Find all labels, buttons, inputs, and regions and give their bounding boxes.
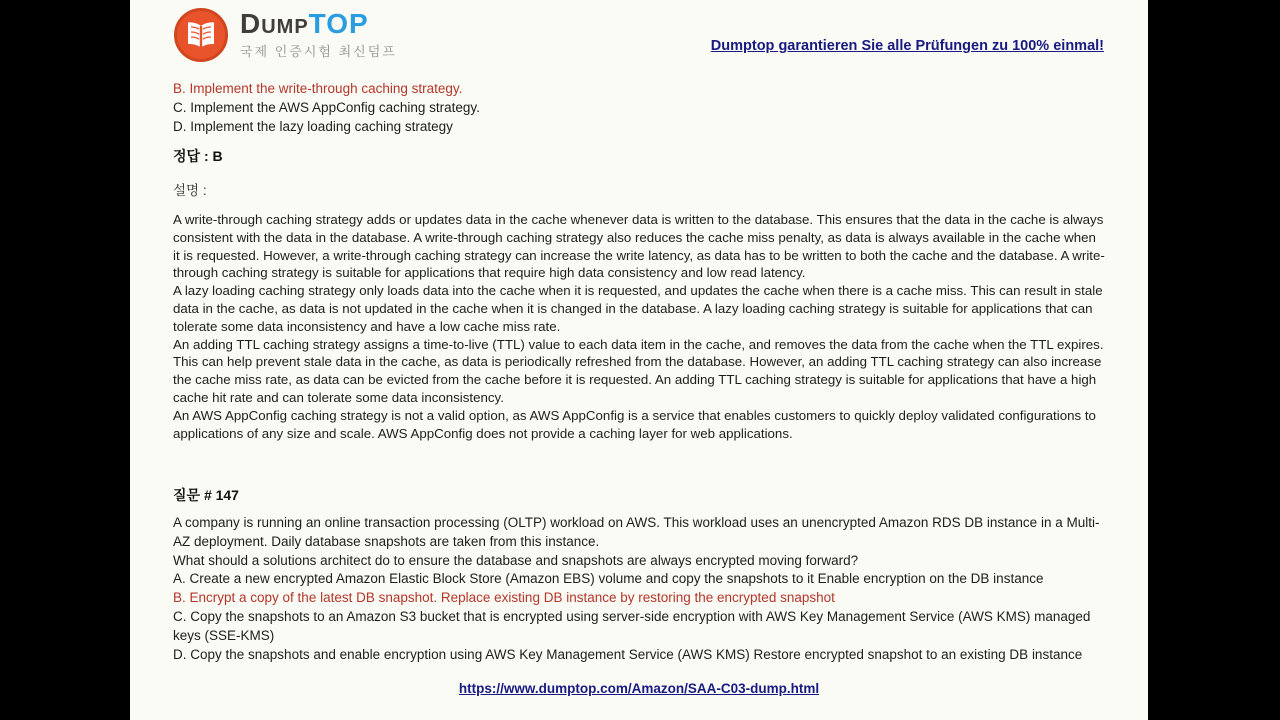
answer-label: 정답 : B bbox=[173, 148, 223, 164]
current-question-options bbox=[173, 569, 1105, 664]
option-d: D. Implement the lazy loading caching strategy bbox=[173, 119, 453, 134]
explanation-paragraph: An adding TTL caching strategy assigns a time-to-live (TTL) value to each data item in the cache, and removes the data from the cache when the TTL expires. This can help prevent stale data in the cache, as data is periodically refreshed from the database. However, an adding TTL caching strategy can also increase the cache miss rate, as data can be evicted from the cache before it is requested. An adding TTL caching strategy is suitable for applications that have a high cache hit rate and can tolerate some data inconsistency. bbox=[173, 336, 1104, 405]
document-page bbox=[130, 0, 1148, 720]
logo-wordmark-top: TOP bbox=[308, 8, 369, 39]
logo-wordmark-dump: Dump bbox=[240, 8, 309, 39]
question-paragraph: What should a solutions architect do to ensure the database and snapshots are always encrypted moving forward? bbox=[173, 553, 859, 568]
logo-text bbox=[240, 10, 397, 60]
explanation-label: 설명 : bbox=[173, 183, 207, 198]
option-b: B. Implement the write-through caching strategy. bbox=[173, 81, 463, 96]
open-book-icon bbox=[174, 8, 228, 62]
option-d: D. Copy the snapshots and enable encryption using AWS Key Management Service (AWS KMS) Restore encrypted snapshot to an existing DB instance bbox=[173, 647, 1083, 662]
promo-guarantee-link[interactable]: Dumptop garantieren Sie alle Prüfungen zu 100% einmal! bbox=[710, 38, 1104, 54]
explanation-paragraph: A lazy loading caching strategy only loads data into the cache when it is requested, and updates the cache when there is a cache miss. This can result in stale data in the cache, as data is not updated in the cache when it is changed in the database. A lazy loading caching strategy is suitable for applications that can tolerate some data inconsistency and have a low cache miss rate. bbox=[173, 283, 1103, 334]
option-c: C. Copy the snapshots to an Amazon S3 bucket that is encrypted using server-side encryption with AWS Key Management Service (AWS KMS) managed keys (SSE-KMS) bbox=[173, 609, 1091, 643]
dumptop-logo bbox=[174, 8, 397, 62]
previous-question-options bbox=[173, 79, 1105, 136]
option-a: A. Create a new encrypted Amazon Elastic Block Store (Amazon EBS) volume and copy the snapshots to it Enable encryption on the DB instance bbox=[173, 571, 1044, 586]
option-c: C. Implement the AWS AppConfig caching strategy. bbox=[173, 100, 480, 115]
footer bbox=[130, 680, 1148, 698]
question-number-heading: 질문 # 147 bbox=[173, 487, 239, 503]
explanation-text bbox=[173, 211, 1105, 442]
option-b: B. Encrypt a copy of the latest DB snapshot. Replace existing DB instance by restoring the encrypted snapshot bbox=[173, 590, 835, 605]
logo-wordmark bbox=[240, 10, 397, 38]
dump-download-link[interactable]: https://www.dumptop.com/Amazon/SAA-C03-dump.html bbox=[458, 681, 820, 696]
logo-subtitle: 국제 인증시험 최신덤프 bbox=[240, 44, 397, 59]
question-body bbox=[173, 513, 1105, 570]
question-paragraph: A company is running an online transaction processing (OLTP) workload on AWS. This workload uses an unencrypted Amazon RDS DB instance in a Multi-AZ deployment. Daily database snapshots are taken from this instance. bbox=[173, 515, 1100, 549]
explanation-paragraph: A write-through caching strategy adds or updates data in the cache whenever data is written to the database. This ensures that the data in the cache is always consistent with the data in the database. A write-through caching strategy also reduces the cache miss penalty, as data is always available in the cache when it is requested. However, a write-through caching strategy can increase the write latency, as data has to be written to both the cache and the database. A write-through caching strategy is suitable for applications that require high data consistency and low read latency. bbox=[173, 212, 1105, 281]
explanation-paragraph: An AWS AppConfig caching strategy is not a valid option, as AWS AppConfig is a service that enables customers to quickly deploy validated configurations to applications of any size and scale. AWS AppConfig does not provide a caching layer for web applications. bbox=[173, 407, 1096, 441]
